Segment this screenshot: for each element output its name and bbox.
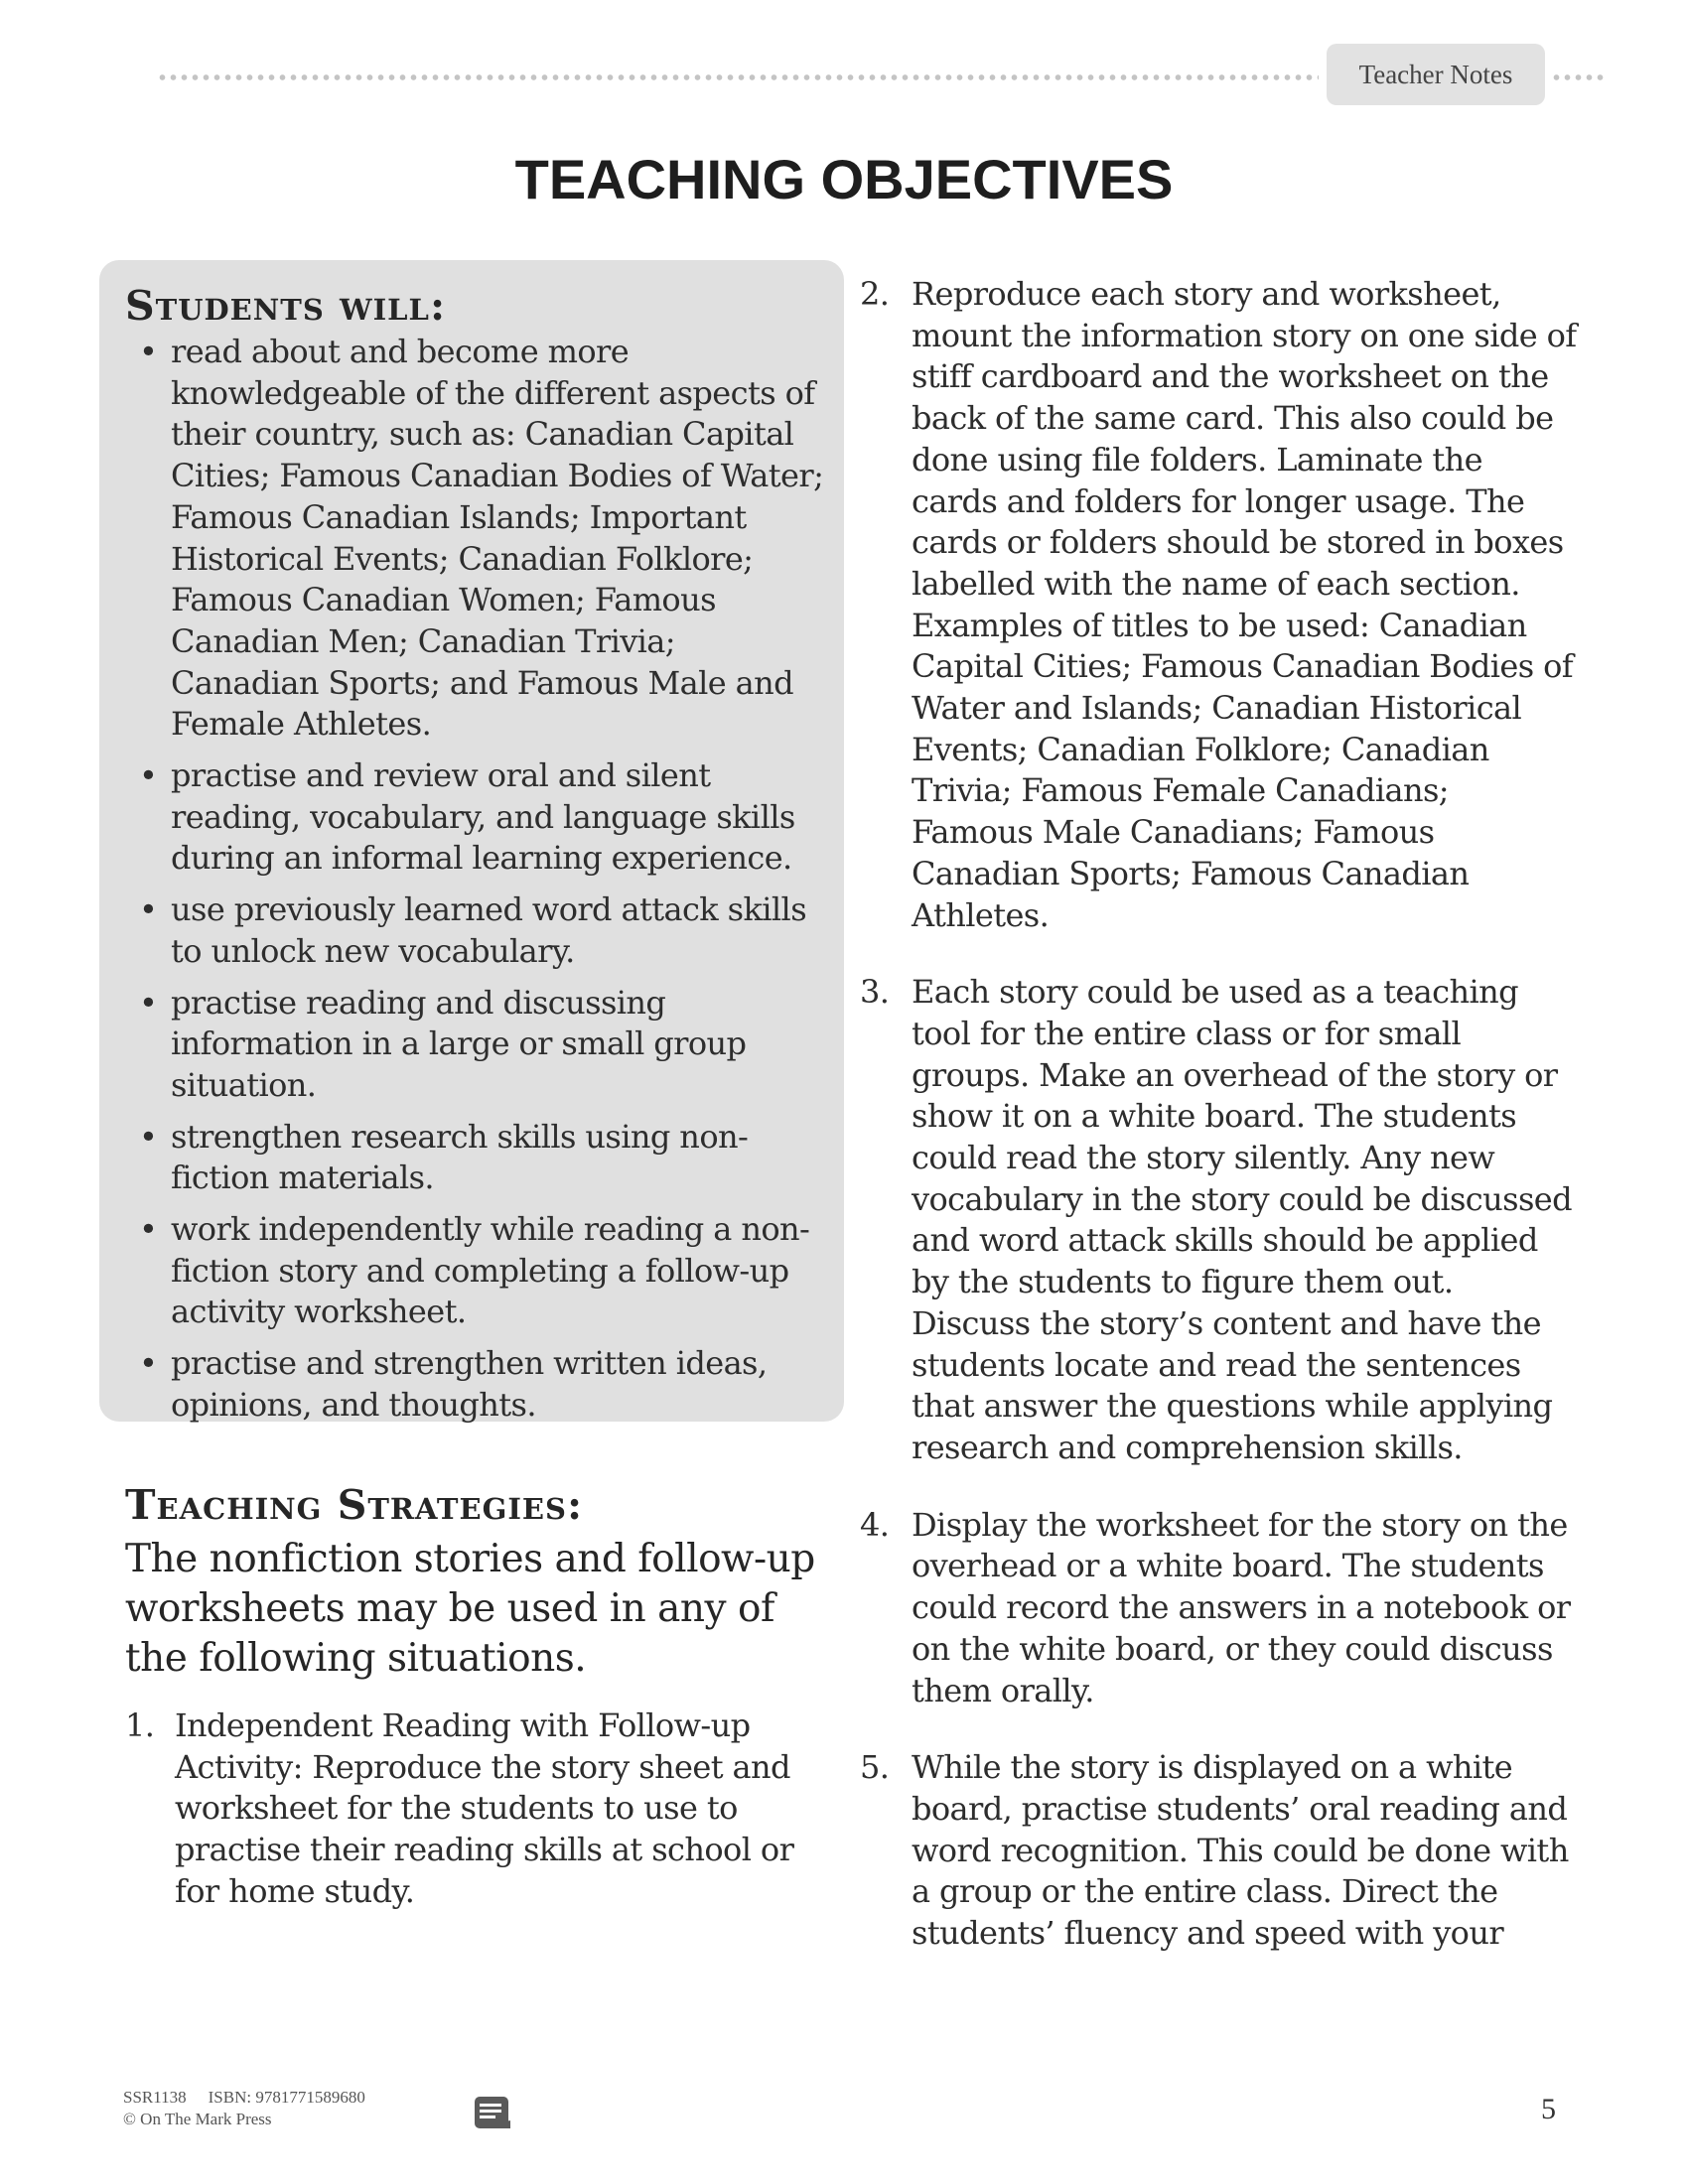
strategy-number: 5. [860, 1748, 890, 1787]
bullet-icon: • [139, 333, 158, 370]
strategy-text: Display the worksheet for the story on the overhead or a white board. The students could record the answers in a notebook or on the white board, or they could discuss them orally. [912, 1505, 1571, 1709]
teacher-notes-tab: Teacher Notes [1327, 44, 1545, 105]
students-will-heading: Students will: [125, 282, 447, 330]
page-title: TEACHING OBJECTIVES [514, 148, 1174, 210]
objective-item: • strengthen research skills using non-fiction materials. [139, 1117, 749, 1197]
bullet-icon: • [139, 890, 158, 929]
strategies-list-right [860, 274, 1577, 1990]
book-logo-icon [471, 2095, 514, 2132]
strategy-number: 2. [860, 275, 890, 313]
bullet-icon: • [139, 1344, 158, 1383]
teaching-strategies-section [125, 1481, 840, 1913]
footer-info [123, 2087, 365, 2130]
bullet-icon: • [139, 983, 158, 1022]
page-number: 5 [1541, 2093, 1556, 2125]
objective-item: • work independently while reading a non-fiction story and completing a follow-up activity worksheet. [139, 1210, 810, 1331]
strategy-text: While the story is displayed on a white board, practise students’ oral reading and word recognition. This could be done with a group or the entire class. Direct the students’ fluency and speed with your [912, 1748, 1569, 1953]
students-will-box [99, 260, 844, 1422]
strategy-item [860, 274, 1577, 936]
strategy-item [860, 972, 1577, 1468]
bullet-icon: • [139, 1117, 158, 1156]
strategy-text: Each story could be used as a teaching tool for the entire class or for small groups. Make an overhead of the story or show it on a white board. The students could read the story silently. Any new vocabulary in the story could be discussed and word attack skills should be applied by the students to figure them out. Discuss the story’s content and have the students locate and read the sentences that answer the questions while applying research and comprehension skills. [912, 973, 1573, 1466]
strategy-text: Independent Reading with Follow-up Activity: Reproduce the story sheet and worksheet for the students to use to practise their reading skills at school or for home study. [175, 1706, 794, 1910]
strategy-number: 3. [860, 973, 890, 1012]
strategy-item [860, 1747, 1577, 1955]
bullet-icon: • [139, 756, 158, 795]
strategy-number: 4. [860, 1505, 890, 1544]
objectives-list [125, 332, 830, 1427]
objective-item: • read about and become more knowledgeable of the different aspects of their country, such as: Canadian Capital Cities; Famous Canadian Bodies of Water; Famous Canadian Islands; Important Historical Events; Canadian Folklore; Famous Canadian Women; Famous Canadian Men; Canadian Trivia; Canadian Sports; and Famous Male and Female Athletes. [139, 333, 824, 744]
dotted-rule-left [157, 73, 1319, 81]
strategy-item [125, 1706, 840, 1913]
objective-item: • practise and strengthen written ideas, opinions, and thoughts. [139, 1344, 768, 1424]
product-code: SSR1138 [123, 2088, 187, 2107]
strategy-item [860, 1505, 1577, 1712]
objective-item: • practise reading and discussing information in a large or small group situation. [139, 983, 747, 1104]
dotted-rule-right [1551, 73, 1607, 81]
strategies-intro: The nonfiction stories and follow-up worksheets may be used in any of the following situations. [125, 1537, 815, 1681]
publisher: © On The Mark Press [123, 2110, 272, 2128]
objective-item: • practise and review oral and silent reading, vocabulary, and language skills during an informal learning experience. [139, 756, 795, 878]
strategies-list-left [125, 1706, 840, 1913]
objective-item: • use previously learned word attack skills to unlock new vocabulary. [139, 890, 807, 970]
teaching-strategies-heading: Teaching Strategies: [125, 1481, 584, 1529]
strategy-number: 1. [125, 1706, 155, 1744]
isbn: ISBN: 9781771589680 [208, 2088, 365, 2107]
bullet-icon: • [139, 1210, 158, 1249]
strategy-text: Reproduce each story and worksheet, mount the information story on one side of stiff cardboard and the worksheet on the back of the same card. This also could be done using file folders. Laminate the cards and folders for longer usage. The cards or folders should be stored in boxes labelled with the name of each section. Examples of titles to be used: Canadian Capital Cities; Famous Canadian Bodies of Water and Islands; Canadian Historical Events; Canadian Folklore; Canadian Trivia; Famous Female Canadians; Famous Male Canadians; Famous Canadian Sports; Famous Canadian Athletes. [912, 275, 1577, 934]
